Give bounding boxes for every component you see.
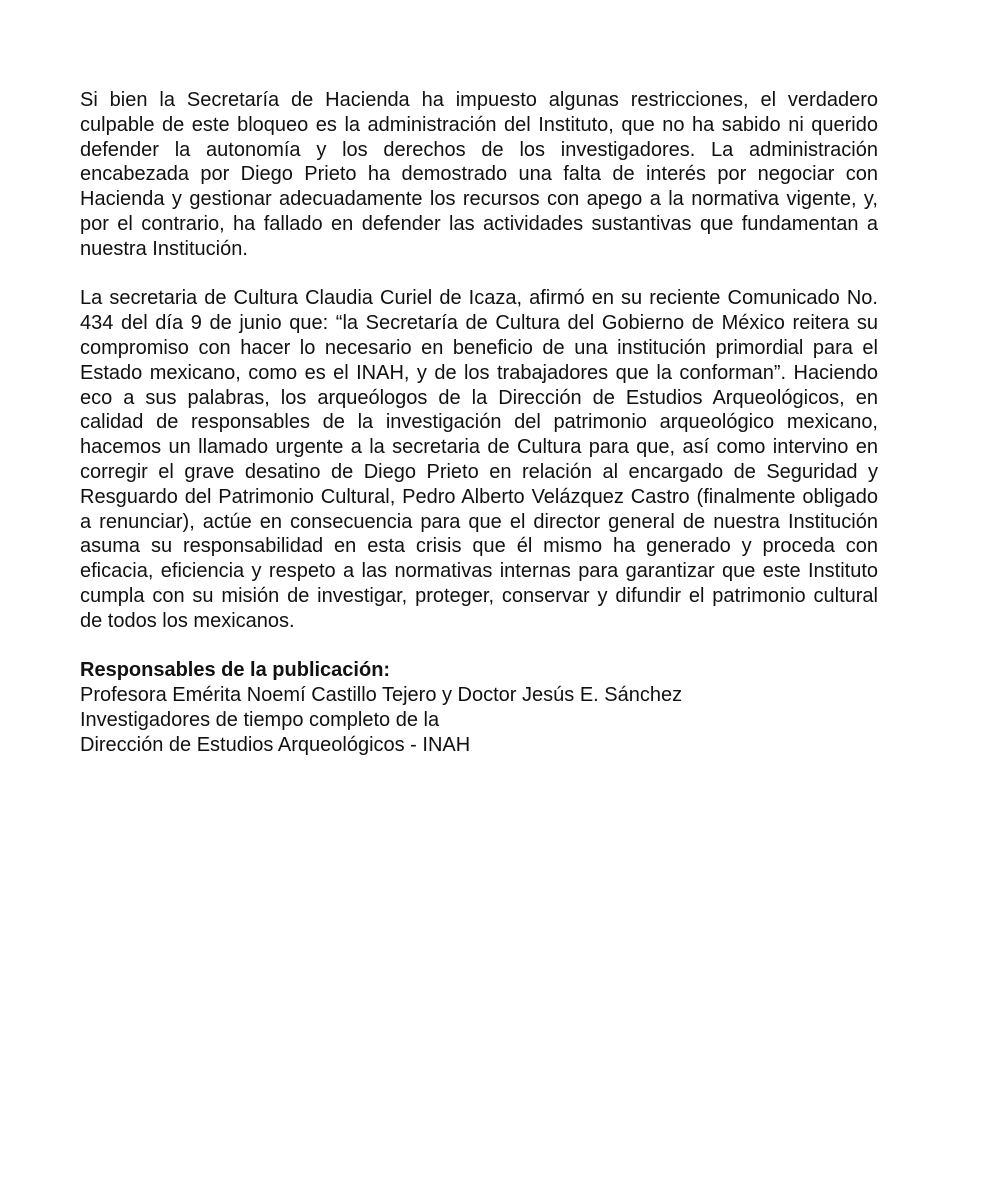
- credits-role: Investigadores de tiempo completo de la: [80, 708, 440, 731]
- credits-authors: Profesora Emérita Noemí Castillo Tejero y Doctor Jesús E. Sánchez: [80, 684, 683, 707]
- credits-department: Dirección de Estudios Arqueológicos - INAH: [80, 733, 471, 756]
- publication-credits: [80, 658, 878, 757]
- document-page: [80, 88, 878, 758]
- credits-heading: Responsables de la publicación:: [80, 659, 391, 682]
- paragraph-hacienda-restrictions: Si bien la Secretaría de Hacienda ha impuesto algunas restricciones, el verdadero culpable de este bloqueo es la administración del Instituto, que no ha sabido ni querido defender la autonomía y los derechos de los investigadores. La administración encabezada por Diego Prieto ha demostrado una falta de interés por negociar con Hacienda y gestionar adecuadamente los recursos con apego a la normativa vigente, y, por el contrario, ha fallado en defender las actividades sustantivas que fundamentan a nuestra Institución.: [80, 89, 878, 260]
- paragraph-secretaria-cultura-statement: La secretaria de Cultura Claudia Curiel de Icaza, afirmó en su reciente Comunicado No. 434 del día 9 de junio que: “la Secretaría de Cultura del Gobierno de México reitera su compromiso con hacer lo necesario en beneficio de una institución primordial para el Estado mexicano, como es el INAH, y de los trabajadores que la conforman”. Haciendo eco a sus palabras, los arqueólogos de la Dirección de Estudios Arqueológicos, en calidad de responsables de la investigación del patrimonio arqueológico mexicano, hacemos un llamado urgente a la secretaria de Cultura para que, así como intervino en corregir el grave desatino de Diego Prieto en relación al encargado de Seguridad y Resguardo del Patrimonio Cultural, Pedro Alberto Velázquez Castro (finalmente obligado a renunciar), actúe en consecuencia para que el director general de nuestra Institución asuma su responsabilidad en esta crisis que él mismo ha generado y proceda con eficacia, eficiencia y respeto a las normativas internas para garantizar que este Instituto cumpla con su misión de investigar, proteger, conservar y difundir el patrimonio cultural de todos los mexicanos.: [80, 287, 878, 632]
